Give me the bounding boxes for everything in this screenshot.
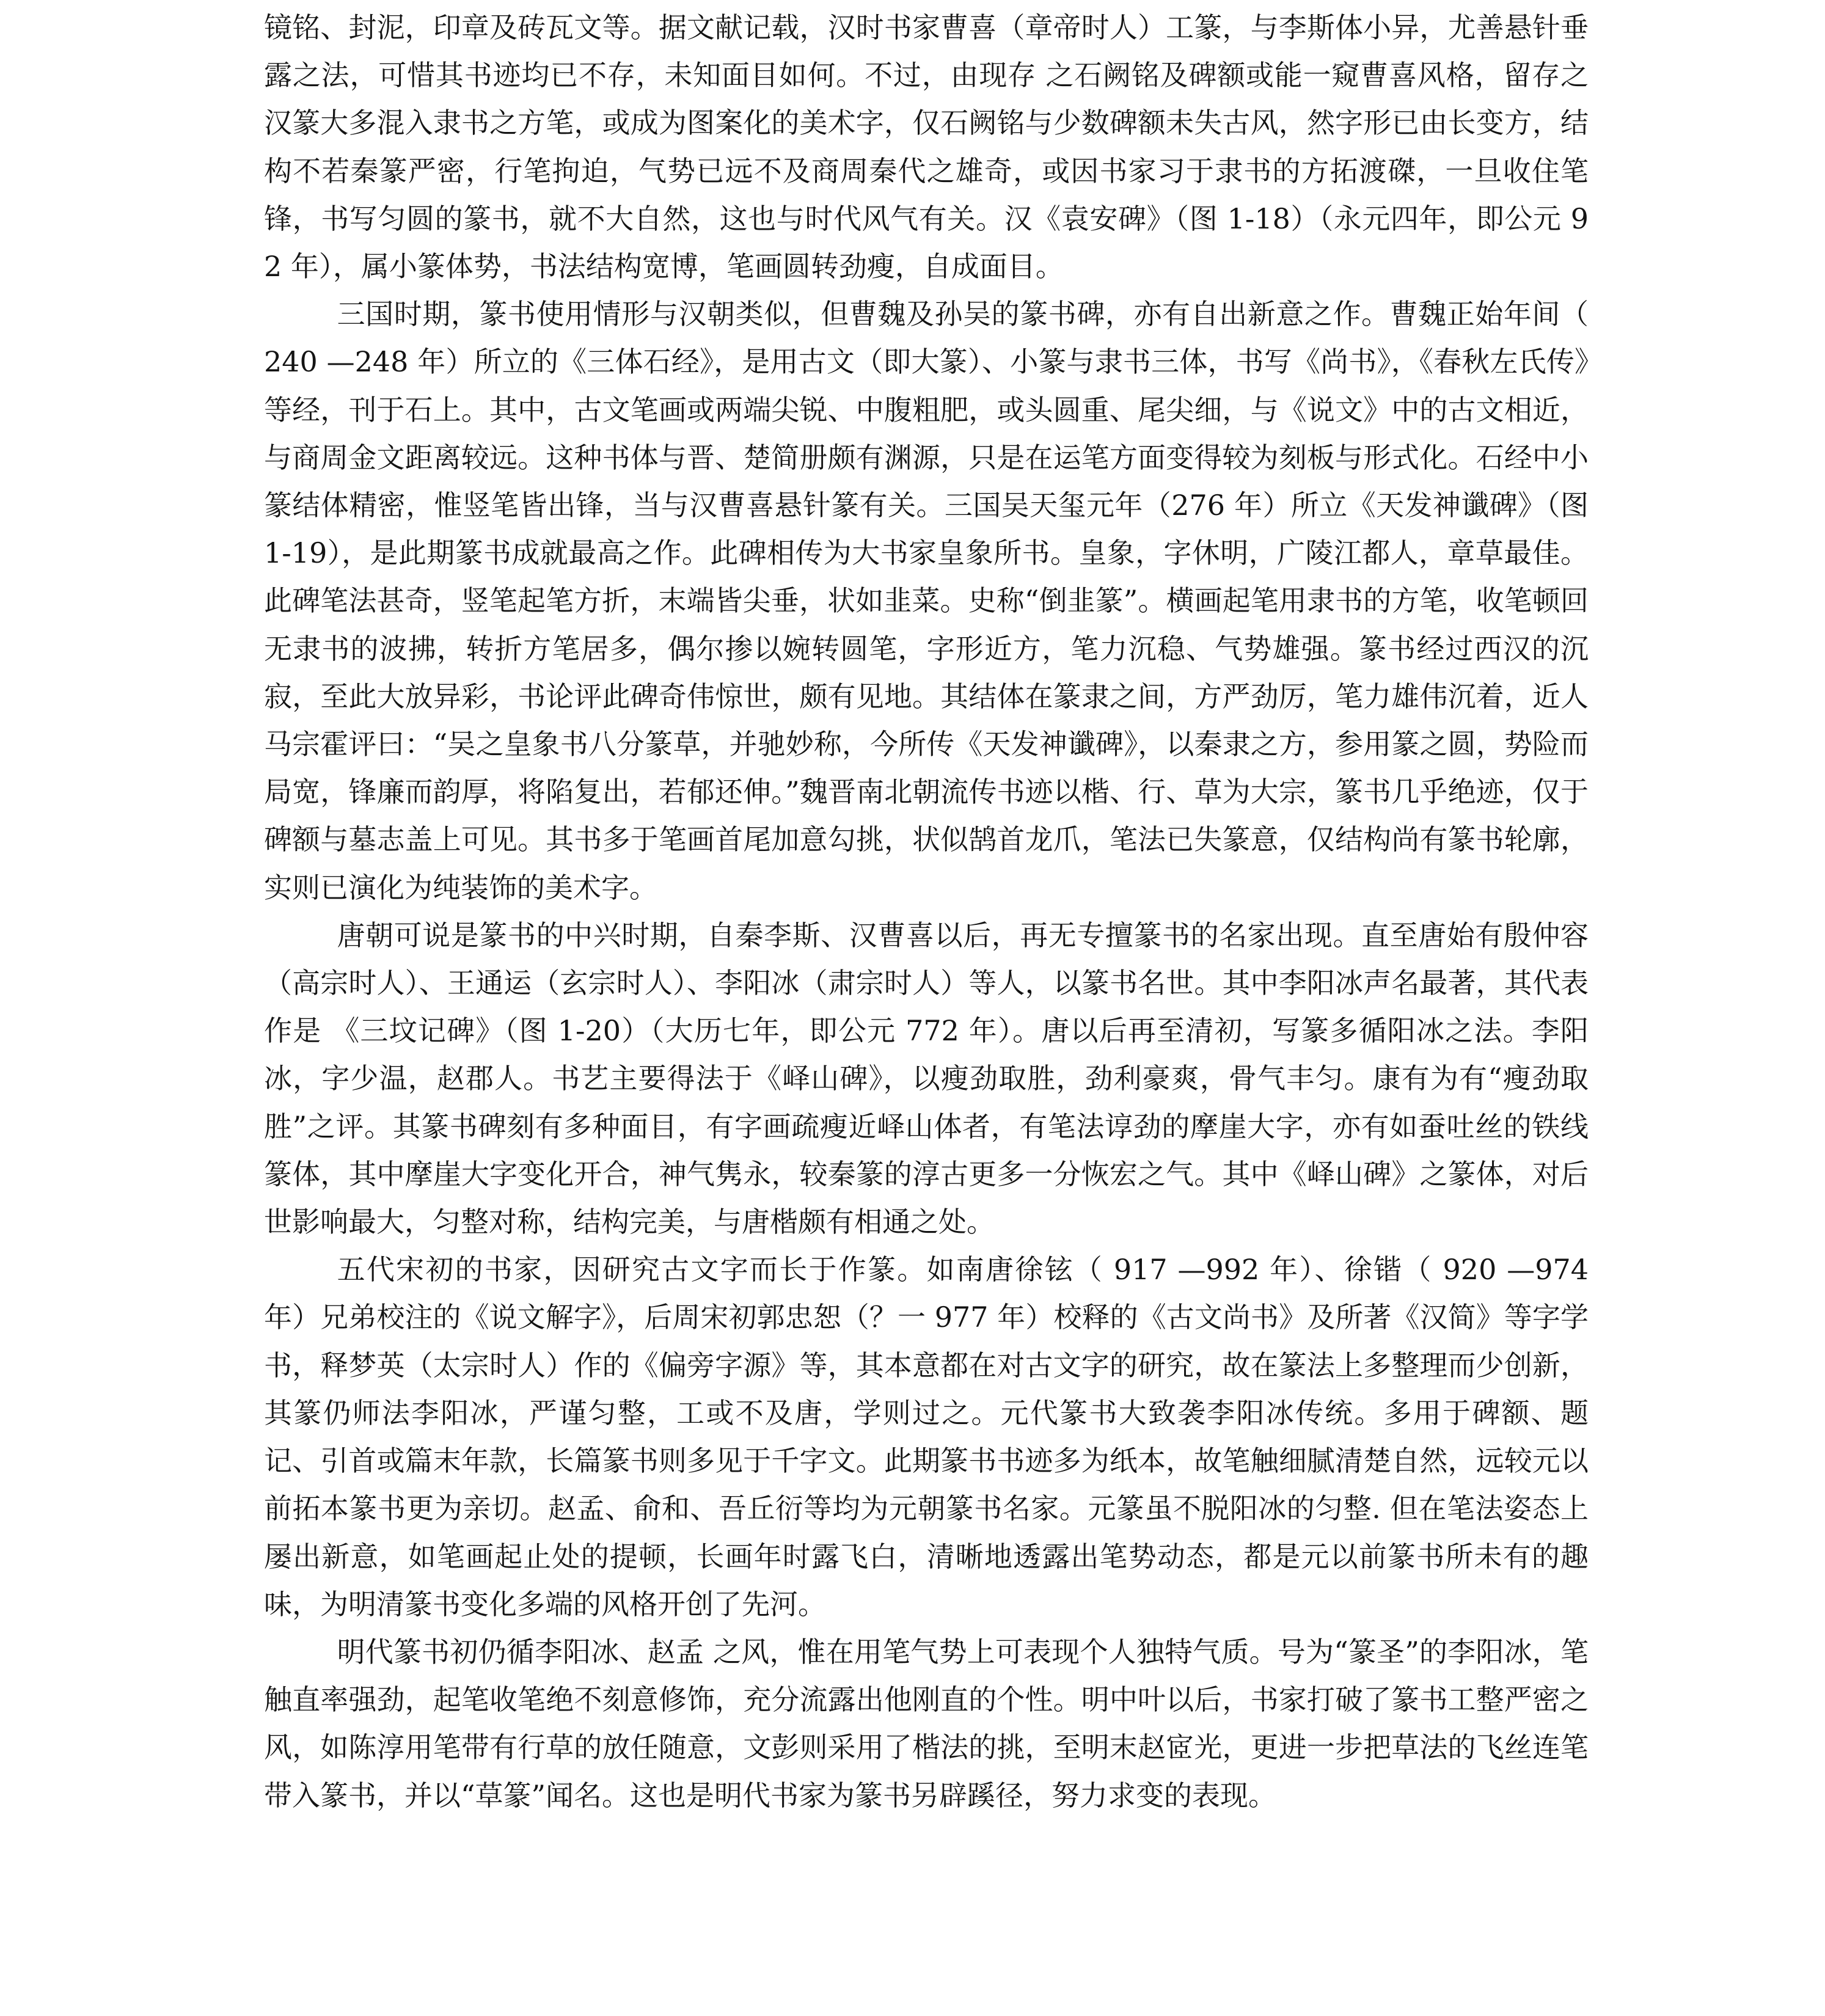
paragraph-han-seal-script: 镜铭、封泥，印章及砖瓦文等。据文献记载，汉时书家曹喜（章帝时人）工篆，与李斯体小异，尤善悬针垂露之法，可惜其书迹均已不存，未知面目如何。不过，由现存 之石阙铭及碑额或能一窥曹喜风格，留存之汉篆大多混入隶书之方笔，或成为图案化的美术字，仅石阙铭与少数碑额未失古风，然字形已由长变方，结构不若秦篆严密，行笔拘迫，气势已远不及商周秦代之雄奇，或因书家习于隶书的方拓渡磔，一旦收住笔锋，书写匀圆的篆书，就不大自然，这也与时代风气有关。汉《袁安碑》（图 1-18）（永元四年，即公元 92 年），属小篆体势，书法结构宽博，笔画圆转劲瘦，自成面目。 [264,11,1589,283]
document-page [264,4,1589,1819]
paragraph-five-dynasties-song-yuan: 五代宋初的书家，因研究古文字而长于作篆。如南唐徐铉（ 917 —992 年）、徐锴（ 920 —974 年）兄弟校注的《说文解字》，后周宋初郭忠恕（？一 977 年）校释的《古文尚书》及所著《汉简》等字学书，释梦英（太宗时人）作的《偏旁字源》等，其本意都在对古文字的研究，故在篆法上多整理而少创新，其篆仍师法李阳冰，严谨匀整，工或不及唐，学则过之。元代篆书大致袭李阳冰传统。多用于碑额、题 记、引首或篇末年款，长篇篆书则多见于千字文。此期篆书书迹多为纸本，故笔触细腻清楚自然，远较元以前拓本篆书更为亲切。赵孟、俞和、吾丘衍等均为元朝篆书名家。元篆虽不脱阳冰的匀整. 但在笔法姿态上屡出新意，如笔画起止处的提顿，长画年时露飞白，清晰地透露出笔势动态，都是元以前篆书所未有的趣味，为明清篆书变化多端的风格开创了先河。 [264,1253,1589,1621]
paragraph-ming-dynasty: 明代篆书初仍循李阳冰、赵孟 之风，惟在用笔气势上可表现个人独特气质。号为“篆圣”的李阳冰，笔触直率强劲，起笔收笔绝不刻意修饰，充分流露出他刚直的个性。明中叶以后，书家打破了篆书工整严密之风，如陈淳用笔带有行草的放任随意，文彭则采用了楷法的挑，至明末赵宧光，更进一步把草法的飞丝连笔带入篆书，并以“草篆”闻名。这也是明代书家为篆书另辟蹊径，努力求变的表现。 [264,1635,1589,1812]
paragraph-three-kingdoms: 三国时期，篆书使用情形与汉朝类似，但曹魏及孙吴的篆书碑，亦有自出新意之作。曹魏正始年间（ 240 —248 年）所立的《三体石经》，是用古文（即大篆）、小篆与隶书三体，书写《尚书》，《春秋左氏传》等经，刊于石上。其中，古文笔画或两端尖锐、中腹粗肥，或头圆重、尾尖细，与《说文》中的古文相近，与商周金文距离较远。这种书体与晋、楚简册颇有渊源，只是在运笔方面变得较为刻板与形式化。石经中小篆结体精密，惟竖笔皆出锋，当与汉曹喜悬针篆有关。三国吴天玺元年（276 年）所立《天发神谶碑》（图 1-19），是此期篆书成就最高之作。此碑相传为大书家皇象所书。皇象，字休明，广陵江都人，章草最佳。此碑笔法甚奇，竖笔起笔方折，末端皆尖垂，状如韭菜。史称“倒韭篆”。横画起笔用隶书的方笔，收笔顿回无隶书的波拂，转折方笔居多，偶尔掺以婉转圆笔，字形近方，笔力沉稳、气势雄强。篆书经过西汉的沉寂，至此大放异彩，书论评此碑奇伟惊世，颇有见地。其结体在篆隶之间，方严劲厉，笔力雄伟沉着，近人马宗霍评曰：“吴之皇象书八分篆草，并驰妙称，今所传《天发神谶碑》，以秦隶之方，参用篆之圆，势险而局宽，锋廉而韵厚，将陷复出，若郁还伸。”魏晋南北朝流传书迹以楷、行、草为大宗，篆书几乎绝迹，仅于碑额与墓志盖上可见。其书多于笔画首尾加意勾挑，状似鹄首龙爪，笔法已失篆意，仅结构尚有篆书轮廓，实则已演化为纯装饰的美术字。 [264,298,1589,904]
paragraph-tang-dynasty: 唐朝可说是篆书的中兴时期，自秦李斯、汉曹喜以后，再无专擅篆书的名家出现。直至唐始有殷仲容（高宗时人）、王通运（玄宗时人）、李阳冰（肃宗时人）等人，以篆书名世。其中李阳冰声名最著，其代表作是 《三坟记碑》（图 1-20）（大历七年，即公元 772 年）。唐以后再至清初，写篆多循阳冰之法。李阳冰，字少温，赵郡人。书艺主要得法于《峄山碑》，以瘦劲取胜，劲利豪爽，骨气丰匀。康有为有“瘦劲取胜”之评。其篆书碑刻有多种面目，有字画疏瘦近峄山体者，有笔法谆劲的摩崖大字，亦有如蚕吐丝的铁线篆体，其中摩崖大字变化开合，神气隽永，较秦篆的淳古更多一分恢宏之气。其中《峄山碑》之篆体，对后世影响最大，匀整对称，结构完美，与唐楷颇有相通之处。 [264,918,1589,1239]
